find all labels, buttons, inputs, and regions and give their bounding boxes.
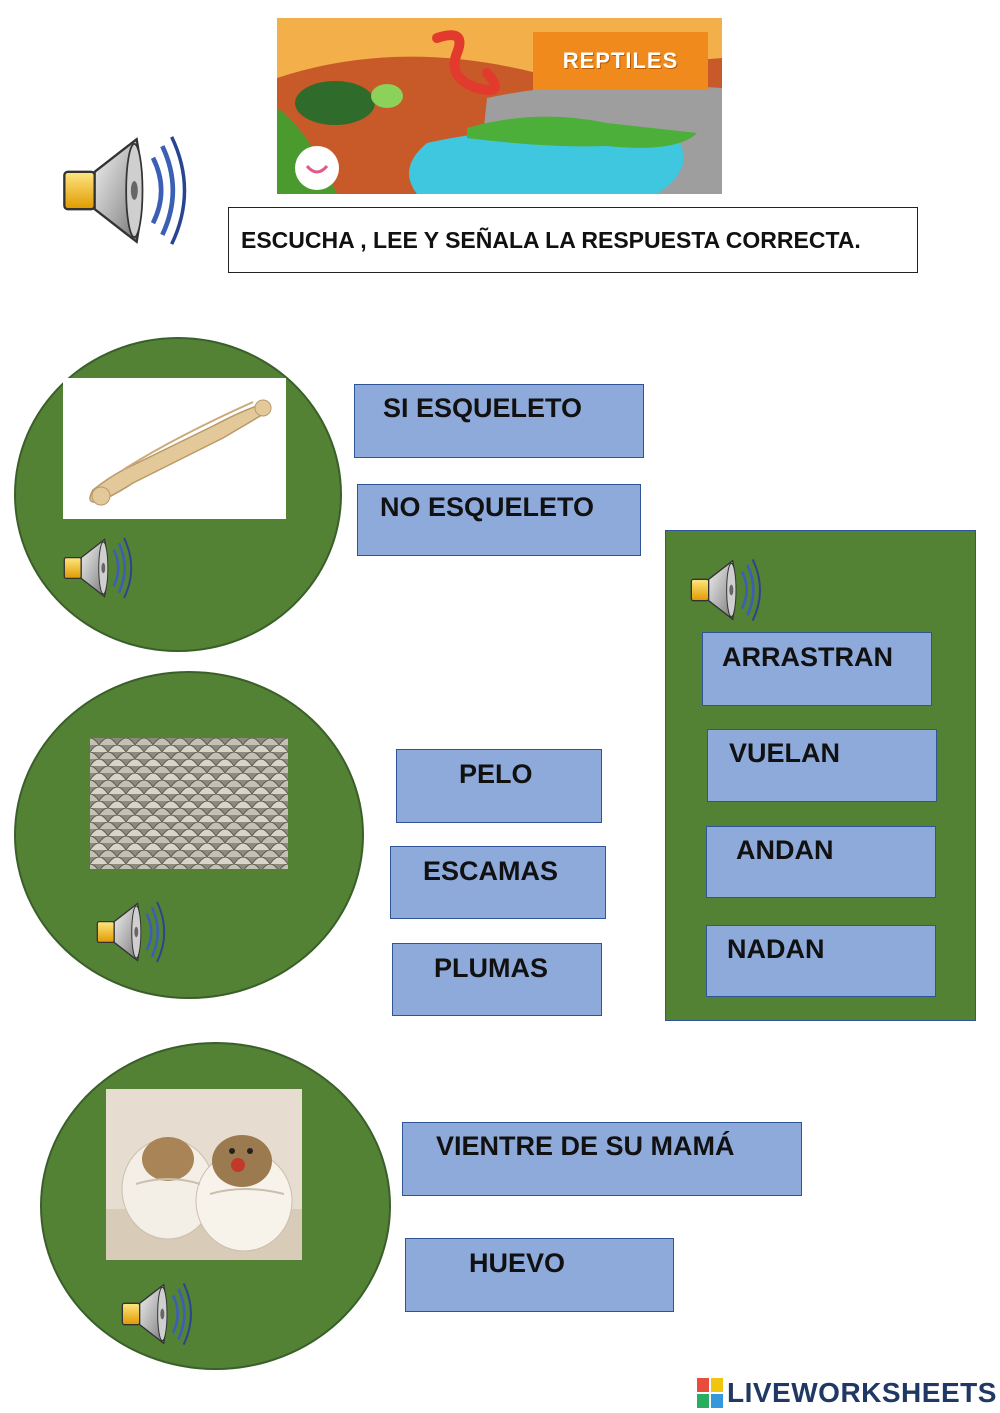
option-pelo[interactable] xyxy=(396,749,602,823)
option-label: ANDAN xyxy=(736,835,834,865)
option-label: ARRASTRAN xyxy=(722,642,893,672)
option-label: NADAN xyxy=(727,934,825,964)
main-speaker-icon[interactable] xyxy=(62,128,202,258)
footer-brand: LIVEWORKSHEETS xyxy=(727,1377,997,1408)
liveworksheets-logo xyxy=(697,1376,997,1410)
option-label: VIENTRE DE SU MAMÁ xyxy=(436,1131,735,1161)
bone-image xyxy=(63,378,286,519)
option-vientre-de-su-mama[interactable] xyxy=(402,1122,802,1196)
option-no-esqueleto[interactable] xyxy=(357,484,641,556)
option-label: VUELAN xyxy=(729,738,841,768)
option-huevo[interactable] xyxy=(405,1238,674,1312)
option-arrastran[interactable] xyxy=(702,632,932,706)
question2-speaker-icon[interactable] xyxy=(96,898,174,971)
instruction-box: ESCUCHA , LEE Y SEÑALA LA RESPUESTA CORRECTA. xyxy=(228,207,918,273)
option-label: SI ESQUELETO xyxy=(383,393,583,423)
option-label: NO ESQUELETO xyxy=(380,492,595,522)
option-andan[interactable] xyxy=(706,826,936,898)
option-label: ESCAMAS xyxy=(423,856,559,886)
option-label: HUEVO xyxy=(469,1248,566,1278)
option-si-esqueleto[interactable] xyxy=(354,384,644,458)
option-escamas[interactable] xyxy=(390,846,606,919)
option-label: PLUMAS xyxy=(434,953,548,983)
turtle-eggs-image xyxy=(106,1089,302,1260)
banner-title: REPTILES xyxy=(533,32,708,90)
option-label: PELO xyxy=(459,759,533,789)
option-vuelan[interactable] xyxy=(707,729,937,802)
logo-blocks-icon xyxy=(697,1378,723,1408)
option-nadan[interactable] xyxy=(706,925,936,997)
reptiles-banner xyxy=(277,18,722,194)
option-plumas[interactable] xyxy=(392,943,602,1016)
question3-speaker-icon[interactable] xyxy=(121,1280,201,1353)
movement-speaker-icon[interactable] xyxy=(690,556,770,629)
question1-speaker-icon[interactable] xyxy=(63,535,141,606)
scales-image xyxy=(90,738,288,869)
